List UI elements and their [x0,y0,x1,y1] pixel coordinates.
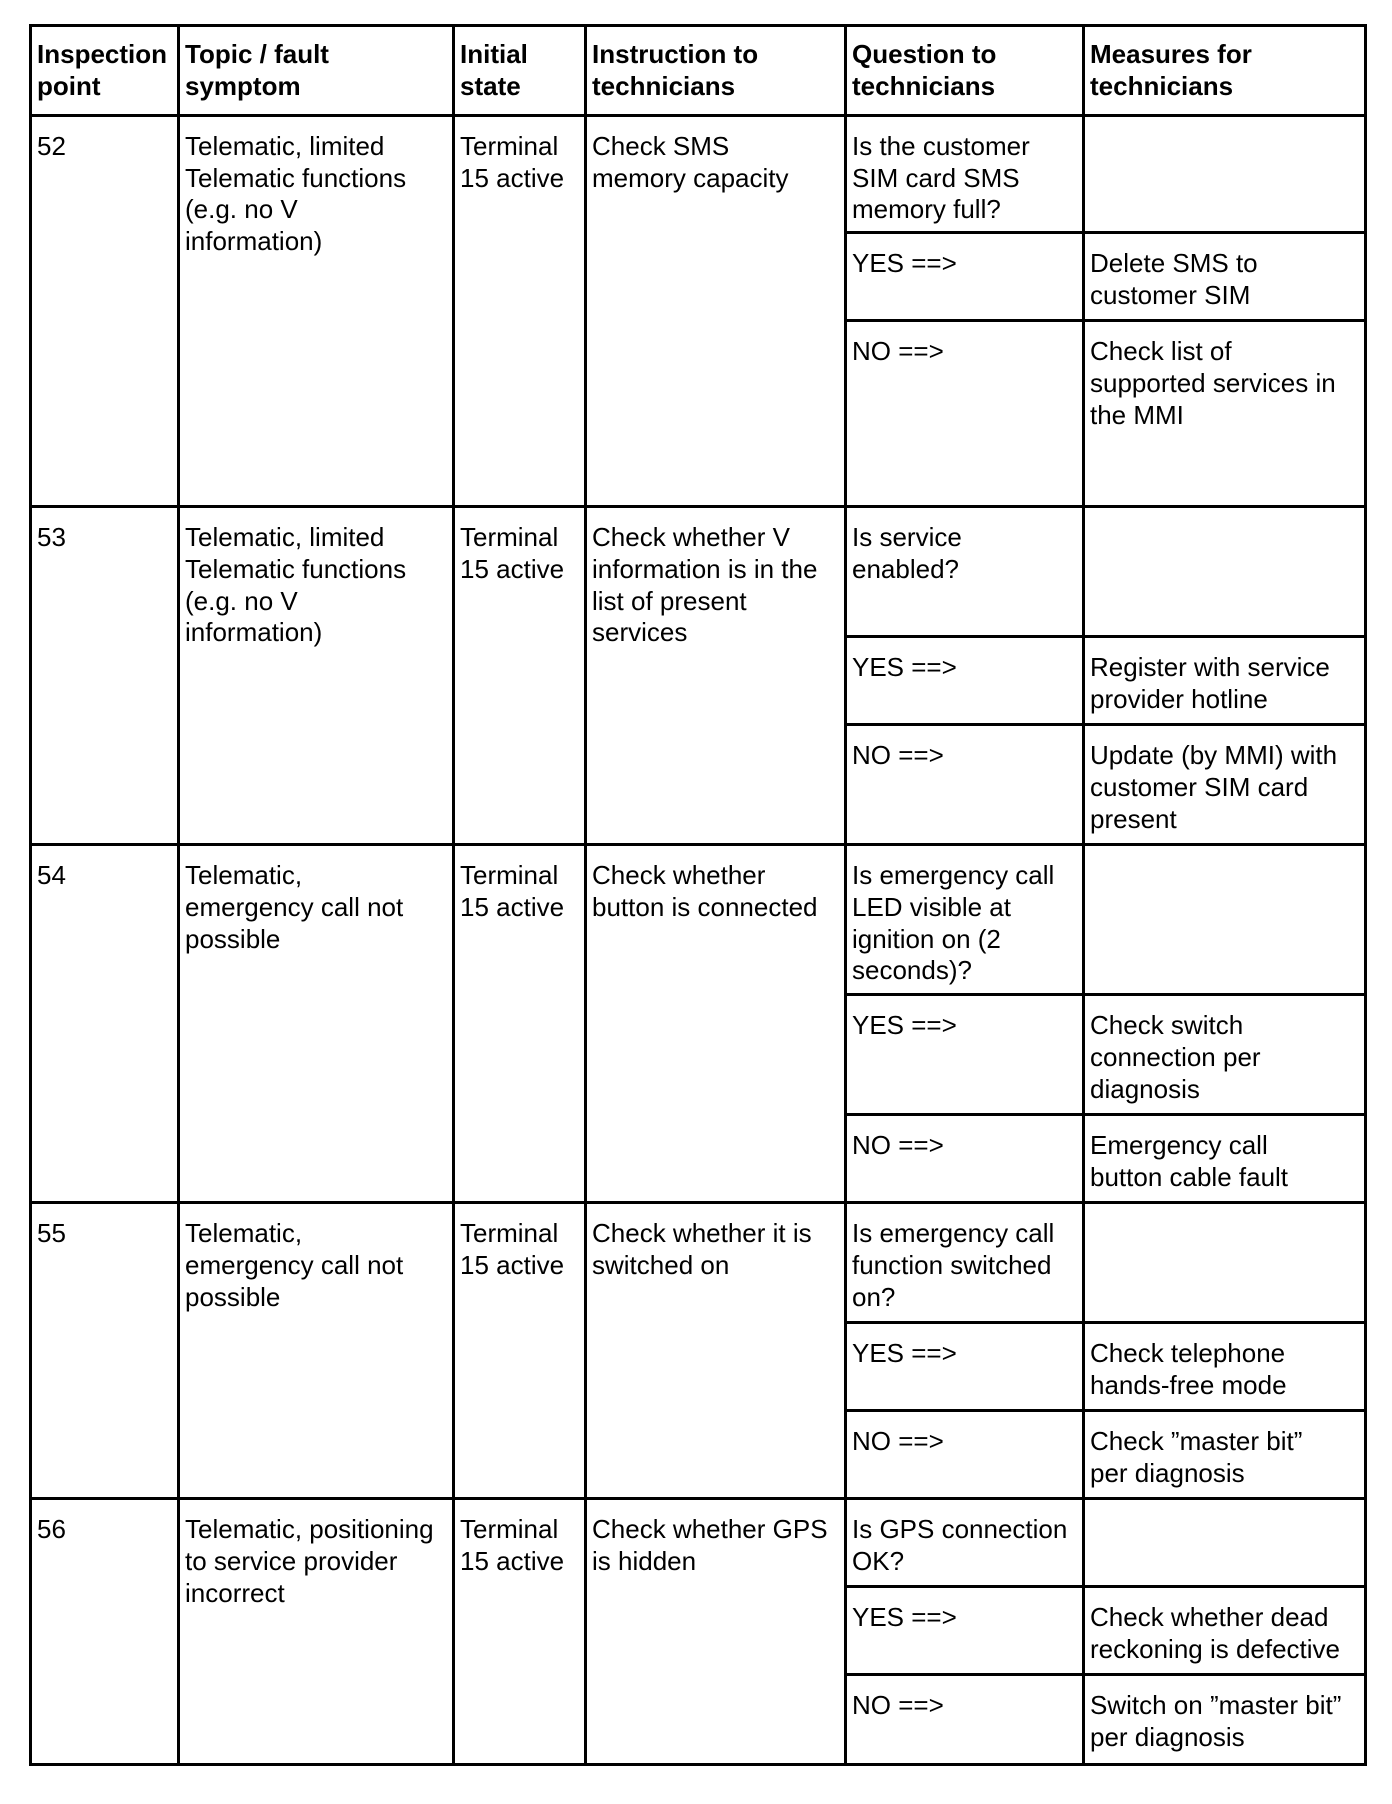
measure-empty-cell [1084,507,1366,637]
no-label-cell: NO ==> [846,1411,1084,1499]
no-label-cell: NO ==> [846,725,1084,845]
topic-cell: Telematic, emergency call not possible [179,845,454,1203]
yes-measure-cell: Check switch connection per diagnosis [1084,995,1366,1115]
initial-state-cell: Terminal 15 active [454,116,586,507]
header-topic: Topic / fault symptom [179,26,454,116]
table-row [31,1499,1366,1587]
inspection-point-cell: 55 [31,1203,179,1499]
inspection-point-cell: 56 [31,1499,179,1765]
header-row [31,26,1366,116]
no-label-cell: NO ==> [846,321,1084,507]
table-row [31,116,1366,233]
yes-measure-cell: Delete SMS to customer SIM [1084,233,1366,321]
initial-state-cell: Terminal 15 active [454,1499,586,1765]
inspection-point-cell: 52 [31,116,179,507]
header-question: Question to technicians [846,26,1084,116]
question-cell: Is GPS connection OK? [846,1499,1084,1587]
no-measure-cell: Switch on ”master bit” per diagnosis [1084,1675,1366,1765]
table-row [31,845,1366,995]
topic-cell: Telematic, limited Telematic functions (e.g. no V information) [179,507,454,845]
no-measure-cell: Emergency call button cable fault [1084,1115,1366,1203]
no-label-cell: NO ==> [846,1675,1084,1765]
measure-empty-cell [1084,1203,1366,1323]
measure-empty-cell [1084,1499,1366,1587]
no-label-cell: NO ==> [846,1115,1084,1203]
topic-cell: Telematic, limited Telematic functions (e.g. no V information) [179,116,454,507]
yes-label-cell: YES ==> [846,637,1084,725]
yes-label-cell: YES ==> [846,995,1084,1115]
question-cell: Is the customer SIM card SMS memory full? [846,116,1084,233]
header-instruction: Instruction to technicians [586,26,846,116]
no-measure-cell: Check ”master bit” per diagnosis [1084,1411,1366,1499]
instruction-cell: Check whether it is switched on [586,1203,846,1499]
table-row [31,1203,1366,1323]
measure-empty-cell [1084,116,1366,233]
instruction-cell: Check whether GPS is hidden [586,1499,846,1765]
yes-measure-cell: Check telephone hands-free mode [1084,1323,1366,1411]
inspection-point-cell: 54 [31,845,179,1203]
yes-label-cell: YES ==> [846,1323,1084,1411]
header-initial-state: Initial state [454,26,586,116]
initial-state-cell: Terminal 15 active [454,845,586,1203]
yes-measure-cell: Register with service provider hotline [1084,637,1366,725]
instruction-cell: Check whether button is connected [586,845,846,1203]
question-cell: Is emergency call function switched on? [846,1203,1084,1323]
table-row [31,507,1366,637]
instruction-cell: Check SMS memory capacity [586,116,846,507]
measure-empty-cell [1084,845,1366,995]
no-measure-cell: Update (by MMI) with customer SIM card present [1084,725,1366,845]
yes-label-cell: YES ==> [846,1587,1084,1675]
no-measure-cell: Check list of supported services in the MMI [1084,321,1366,507]
question-cell: Is service enabled? [846,507,1084,637]
yes-measure-cell: Check whether dead reckoning is defective [1084,1587,1366,1675]
inspection-point-cell: 53 [31,507,179,845]
initial-state-cell: Terminal 15 active [454,507,586,845]
initial-state-cell: Terminal 15 active [454,1203,586,1499]
yes-label-cell: YES ==> [846,233,1084,321]
header-measures: Measures for technicians [1084,26,1366,116]
question-cell: Is emergency call LED visible at ignition on (2 seconds)? [846,845,1084,995]
header-inspection-point: Inspection point [31,26,179,116]
inspection-table [29,24,1367,1766]
topic-cell: Telematic, positioning to service provider incorrect [179,1499,454,1765]
instruction-cell: Check whether V information is in the list of present services [586,507,846,845]
topic-cell: Telematic, emergency call not possible [179,1203,454,1499]
